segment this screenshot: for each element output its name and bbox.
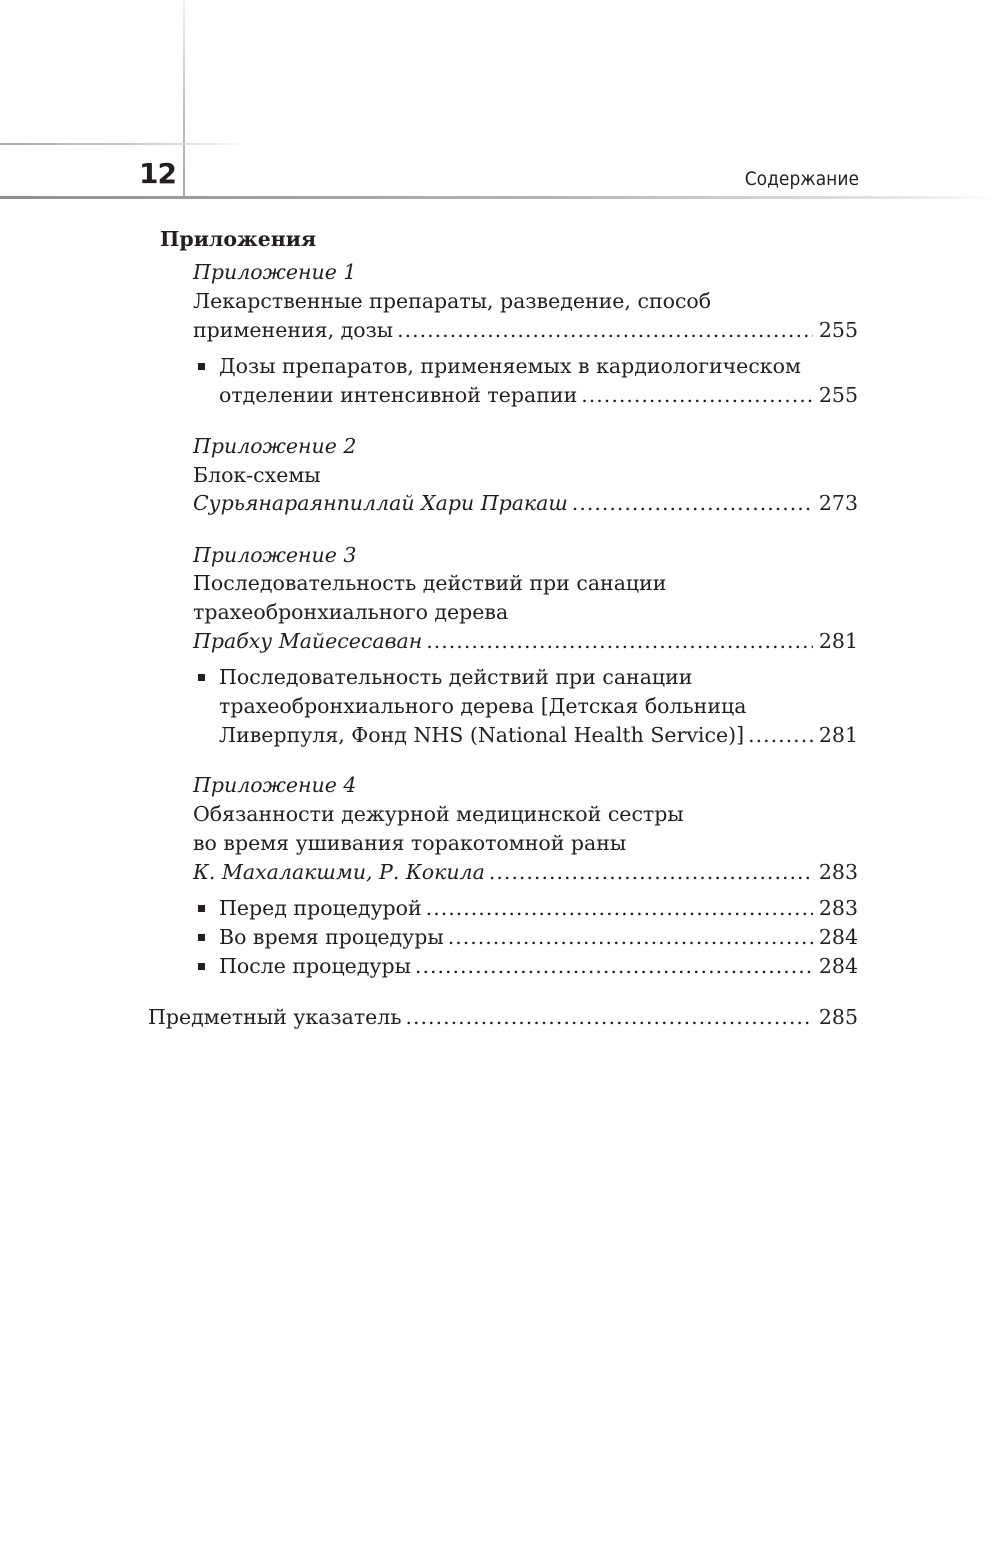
leader-dots <box>572 490 813 516</box>
toc-entry-appendix-2[interactable] <box>193 490 858 516</box>
appendix-3-title-line-1: Последовательность действий при санации <box>193 571 667 595</box>
appendix-3-label: Приложение 3 <box>193 543 357 567</box>
leader-dots <box>748 722 813 748</box>
appendix-3-sub-1-line-3: Ливерпуля, Фонд NHS (National Health Service)] <box>219 723 745 747</box>
appendix-1-sub-1-line-2: отделении интенсивной терапии <box>219 383 578 407</box>
bullet-icon <box>198 934 205 941</box>
page-number: 12 <box>139 157 176 190</box>
appendix-1-title-line-1: Лекарственные препараты, разведение, способ <box>193 289 712 313</box>
appendix-1-label: Приложение 1 <box>193 260 357 284</box>
page-ref: 281 <box>818 629 858 653</box>
leader-dots <box>581 382 813 408</box>
appendix-4-sub-3: После процедуры <box>219 954 411 978</box>
page-ref: 273 <box>818 491 858 515</box>
page-ref: 283 <box>818 860 858 884</box>
leader-dots <box>448 924 813 950</box>
toc-entry-appendix-1[interactable] <box>193 317 858 343</box>
leader-dots <box>397 317 813 343</box>
appendix-1-sub-1-line-1: Дозы препаратов, применяемых в кардиологическом <box>219 354 801 378</box>
appendix-4-sub-1: Перед процедурой <box>219 896 422 920</box>
header-vertical-rule <box>183 0 185 196</box>
leader-dots <box>406 1004 813 1030</box>
toc-entry-appendix-4-sub-3[interactable] <box>219 953 858 979</box>
appendix-3-author: Прабху Майесесаван <box>193 629 423 653</box>
toc-entry-appendix-4[interactable] <box>193 859 858 885</box>
appendix-4-author: К. Махалакшми, Р. Кокила <box>193 860 485 884</box>
appendix-4-title-line-2: во время ушивания торакотомной раны <box>193 831 627 855</box>
toc-entry-appendix-4-sub-2[interactable] <box>219 924 858 950</box>
appendix-2-title-line-1: Блок-схемы <box>193 463 321 487</box>
toc-entry-appendix-3[interactable] <box>193 628 858 654</box>
header-bottom-rule <box>0 196 1000 199</box>
appendix-4-sub-2: Во время процедуры <box>219 925 444 949</box>
appendix-1-title-line-2: применения, дозы <box>193 318 394 342</box>
page-ref: 255 <box>818 318 858 342</box>
page-ref: 283 <box>818 896 858 920</box>
appendix-2-label: Приложение 2 <box>193 434 357 458</box>
index-title: Предметный указатель <box>148 1005 402 1029</box>
appendix-3-title-line-2: трахеобронхиального дерева <box>193 600 509 624</box>
page-ref: 255 <box>818 383 858 407</box>
bullet-icon <box>198 963 205 970</box>
section-title: Приложения <box>160 227 317 251</box>
toc-entry-appendix-1-sub-1[interactable] <box>219 382 858 408</box>
bullet-icon <box>198 363 205 370</box>
bullet-icon <box>198 674 205 681</box>
leader-dots <box>489 859 813 885</box>
toc-entry-appendix-3-sub-1[interactable] <box>219 722 858 748</box>
header-top-rule <box>0 143 250 145</box>
appendix-2-author: Сурьянараянпиллай Хари Пракаш <box>193 491 568 515</box>
toc-entry-index[interactable] <box>148 1004 858 1030</box>
leader-dots <box>426 628 813 654</box>
page-ref: 284 <box>818 954 858 978</box>
leader-dots <box>415 953 813 979</box>
bullet-icon <box>198 905 205 912</box>
page-ref: 284 <box>818 925 858 949</box>
page-ref: 281 <box>818 723 858 747</box>
running-title: Содержание <box>744 168 859 190</box>
appendix-3-sub-1-line-2: трахеобронхиального дерева [Детская больница <box>219 694 747 718</box>
toc-entry-appendix-4-sub-1[interactable] <box>219 895 858 921</box>
appendix-3-sub-1-line-1: Последовательность действий при санации <box>219 665 693 689</box>
appendix-4-title-line-1: Обязанности дежурной медицинской сестры <box>193 802 684 826</box>
appendix-4-label: Приложение 4 <box>193 773 357 797</box>
leader-dots <box>426 895 813 921</box>
page-ref: 285 <box>818 1005 858 1029</box>
